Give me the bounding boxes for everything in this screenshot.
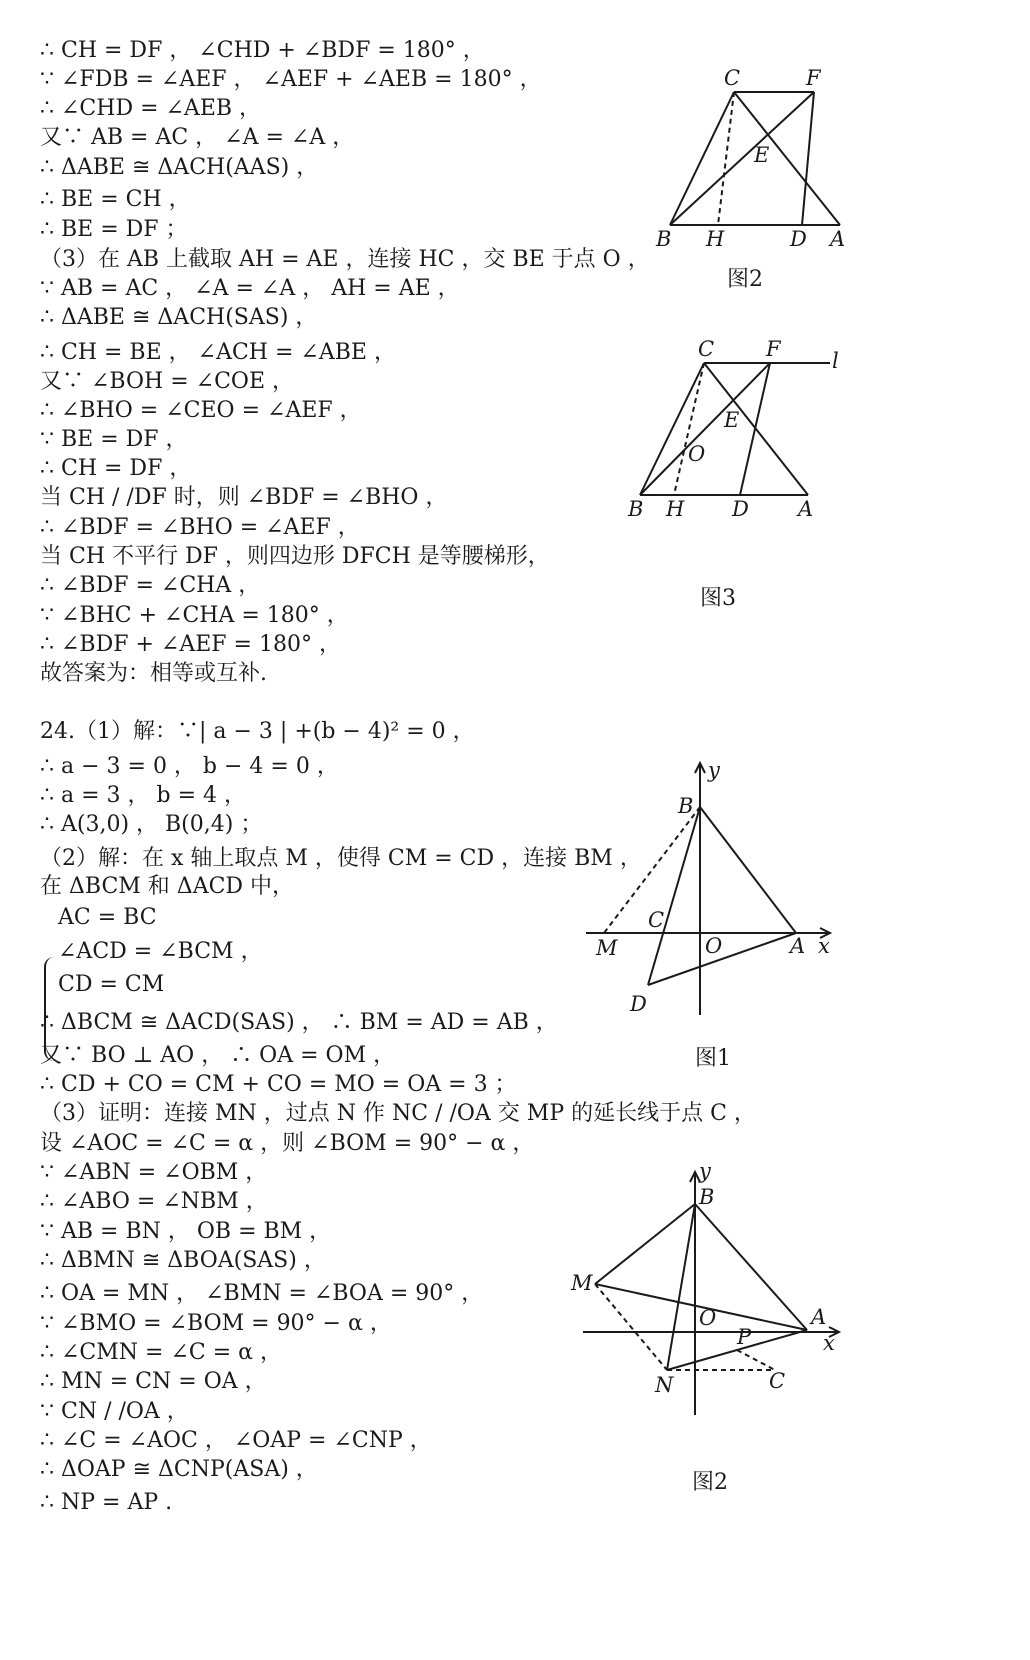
text-line: ∴ CH = BE ， ∠ACH = ∠ABE ， <box>40 340 396 365</box>
text-line: ∴ ΔBCM ≅ ΔACD(SAS) ， ∴ BM = AD = AB ， <box>40 1010 558 1035</box>
text-line: ∵ AB = AC ， ∠A = ∠A ， AH = AE ， <box>40 276 460 301</box>
text-line: ∴ OA = MN ， ∠BMN = ∠BOA = 90° ， <box>40 1281 484 1306</box>
text-line: ∴ ΔOAP ≅ ΔCNP(ASA) ， <box>40 1457 318 1482</box>
text-line: ∴ ∠CHD = ∠AEB ， <box>40 96 262 121</box>
point-label: A <box>798 497 814 521</box>
point-label: E <box>724 408 740 432</box>
text-line: （3）证明：连接 MN ，过点 N 作 NC / /OA 交 MP 的延长线于点 C ， <box>40 1101 756 1126</box>
point-label: D <box>630 992 647 1016</box>
figure-3-diagram <box>620 335 860 535</box>
text-line: ∴ a = 3 ， b = 4 ， <box>40 783 247 808</box>
point-label: D <box>732 497 749 521</box>
point-label: H <box>666 497 685 521</box>
text-line: ∵ ∠ABN = ∠OBM ， <box>40 1160 268 1185</box>
text-line: ∴ ∠ABO = ∠NBM ， <box>40 1189 268 1214</box>
point-label: C <box>769 1369 786 1393</box>
point-label: A <box>790 934 806 958</box>
text-line: （2）解：在 x 轴上取点 M ，使得 CM = CD ，连接 BM ， <box>40 846 642 871</box>
text-line: ∵ ∠FDB = ∠AEF ， ∠AEF + ∠AEB = 180° ， <box>40 67 542 92</box>
text-line: 当 CH 不平行 DF ，则四边形 DFCH 是等腰梯形， <box>40 544 550 569</box>
text-line: 在 ΔBCM 和 ΔACD 中， <box>40 874 295 899</box>
point-label: P <box>737 1325 752 1349</box>
figure-caption: 图2 <box>727 267 763 292</box>
text-line: 设 ∠AOC = ∠C = α ，则 ∠BOM = 90° − α ， <box>40 1131 535 1156</box>
segment-bf <box>670 92 814 225</box>
text-line: ∴ CH = DF ， ∠CHD + ∠BDF = 180° ， <box>40 38 485 63</box>
text-line: ∴ ΔABE ≅ ΔACH(AAS) ， <box>40 155 319 180</box>
segment-ch-dashed <box>718 92 734 225</box>
point-label: B <box>628 497 644 521</box>
point-label: N <box>655 1373 674 1397</box>
figure-2-bottom-diagram <box>565 1160 855 1430</box>
text-line: ∴ ΔABE ≅ ΔACH(SAS) ， <box>40 305 318 330</box>
axis-label: x <box>823 1331 835 1355</box>
segment-fd <box>802 92 814 225</box>
point-label: H <box>706 227 725 251</box>
text-line: ∵ BE = DF ， <box>40 427 188 452</box>
segment-bc <box>670 92 734 225</box>
segment-fd <box>740 363 770 495</box>
point-label: O <box>705 934 723 958</box>
text-line: 故答案为：相等或互补. <box>40 661 267 686</box>
figure-caption: 图2 <box>692 1470 728 1495</box>
point-label: F <box>806 66 821 90</box>
point-label: C <box>698 337 715 361</box>
text-line: ∵ AB = BN ， OB = BM ， <box>40 1219 332 1244</box>
point-label: A <box>811 1305 827 1329</box>
text-line: 当 CH / /DF 时，则 ∠BDF = ∠BHO ， <box>40 485 448 510</box>
segment-bd <box>648 807 700 985</box>
text-line: 又∵ AB = AC ， ∠A = ∠A ， <box>40 125 355 150</box>
point-label: M <box>596 936 618 960</box>
segment-ch-dashed <box>674 363 704 495</box>
point-label: B <box>656 227 672 251</box>
point-label: B <box>699 1185 715 1209</box>
text-line: ∴ BE = DF ； <box>40 217 188 242</box>
text-line: ∴ ΔBMN ≅ ΔBOA(SAS) ， <box>40 1248 326 1273</box>
point-label: A <box>830 227 846 251</box>
text-line: ∴ A(3,0) ， B(0,4) ； <box>40 812 263 837</box>
segment-ca <box>734 92 840 225</box>
text-line: ∴ ∠BDF = ∠CHA ， <box>40 573 261 598</box>
segment-ba <box>700 807 796 933</box>
text-line: ∵ ∠BHC + ∠CHA = 180° ， <box>40 603 349 628</box>
figure-1-diagram <box>580 755 850 1025</box>
point-label: M <box>571 1271 593 1295</box>
point-label: O <box>688 442 706 466</box>
text-line: AC = BC <box>58 905 157 930</box>
point-label: E <box>754 143 770 167</box>
text-line: ∴ a − 3 = 0 ， b − 4 = 0 ， <box>40 754 339 779</box>
text-line: ∵ CN / /OA ， <box>40 1399 189 1424</box>
point-label: O <box>699 1306 717 1330</box>
text-line: ∴ ∠C = ∠AOC ， ∠OAP = ∠CNP ， <box>40 1428 432 1453</box>
text-line: ∴ NP = AP . <box>40 1490 173 1515</box>
figure-2-top-diagram <box>650 60 880 260</box>
axis-label: x <box>818 934 830 958</box>
figure-caption: 图1 <box>695 1046 731 1071</box>
segment-bc <box>640 363 704 495</box>
text-line: ∵ ∠BMO = ∠BOM = 90° − α ， <box>40 1311 392 1336</box>
figure-1 <box>580 755 850 1025</box>
text-line: 又∵ ∠BOH = ∠COE ， <box>40 369 294 394</box>
text-line: 24.（1）解：∵| a − 3 | +(b − 4)² = 0 ， <box>40 719 475 744</box>
text-line: ∴ MN = CN = OA ， <box>40 1369 267 1394</box>
text-line: ∴ CH = DF ， <box>40 456 192 481</box>
text-line: ∴ CD + CO = CM + CO = MO = OA = 3 ； <box>40 1072 517 1097</box>
text-line: CD = CM <box>58 972 165 997</box>
segment-bm <box>595 1204 695 1284</box>
text-line: ∴ ∠BHO = ∠CEO = ∠AEF ， <box>40 398 362 423</box>
axis-label: y <box>708 758 720 782</box>
segment-bf <box>640 363 770 495</box>
point-label: D <box>790 227 807 251</box>
text-line: ∴ ∠BDF + ∠AEF = 180° ， <box>40 632 341 657</box>
text-line: （3）在 AB 上截取 AH = AE ，连接 HC ，交 BE 于点 O ， <box>40 247 650 272</box>
segment-bn <box>667 1204 695 1370</box>
text-line: ∴ BE = CH ， <box>40 187 191 212</box>
point-label: C <box>648 908 665 932</box>
figure-3 <box>620 335 860 535</box>
point-label: C <box>724 66 741 90</box>
segment-pc-dashed <box>737 1350 775 1370</box>
figure-2-bottom <box>565 1160 855 1430</box>
text-line: 又∵ BO ⊥ AO ， ∴ OA = OM ， <box>40 1043 396 1068</box>
point-label: B <box>678 794 694 818</box>
point-label: l <box>832 349 839 373</box>
text-line: ∴ ∠BDF = ∠BHO = ∠AEF ， <box>40 515 360 540</box>
text-line: ∴ ∠CMN = ∠C = α ， <box>40 1340 282 1365</box>
point-label: F <box>766 337 781 361</box>
text-line: ∠ACD = ∠BCM ， <box>58 939 263 964</box>
figure-2-top <box>650 60 880 260</box>
axis-label: y <box>699 1159 711 1183</box>
figure-caption: 图3 <box>700 586 736 611</box>
